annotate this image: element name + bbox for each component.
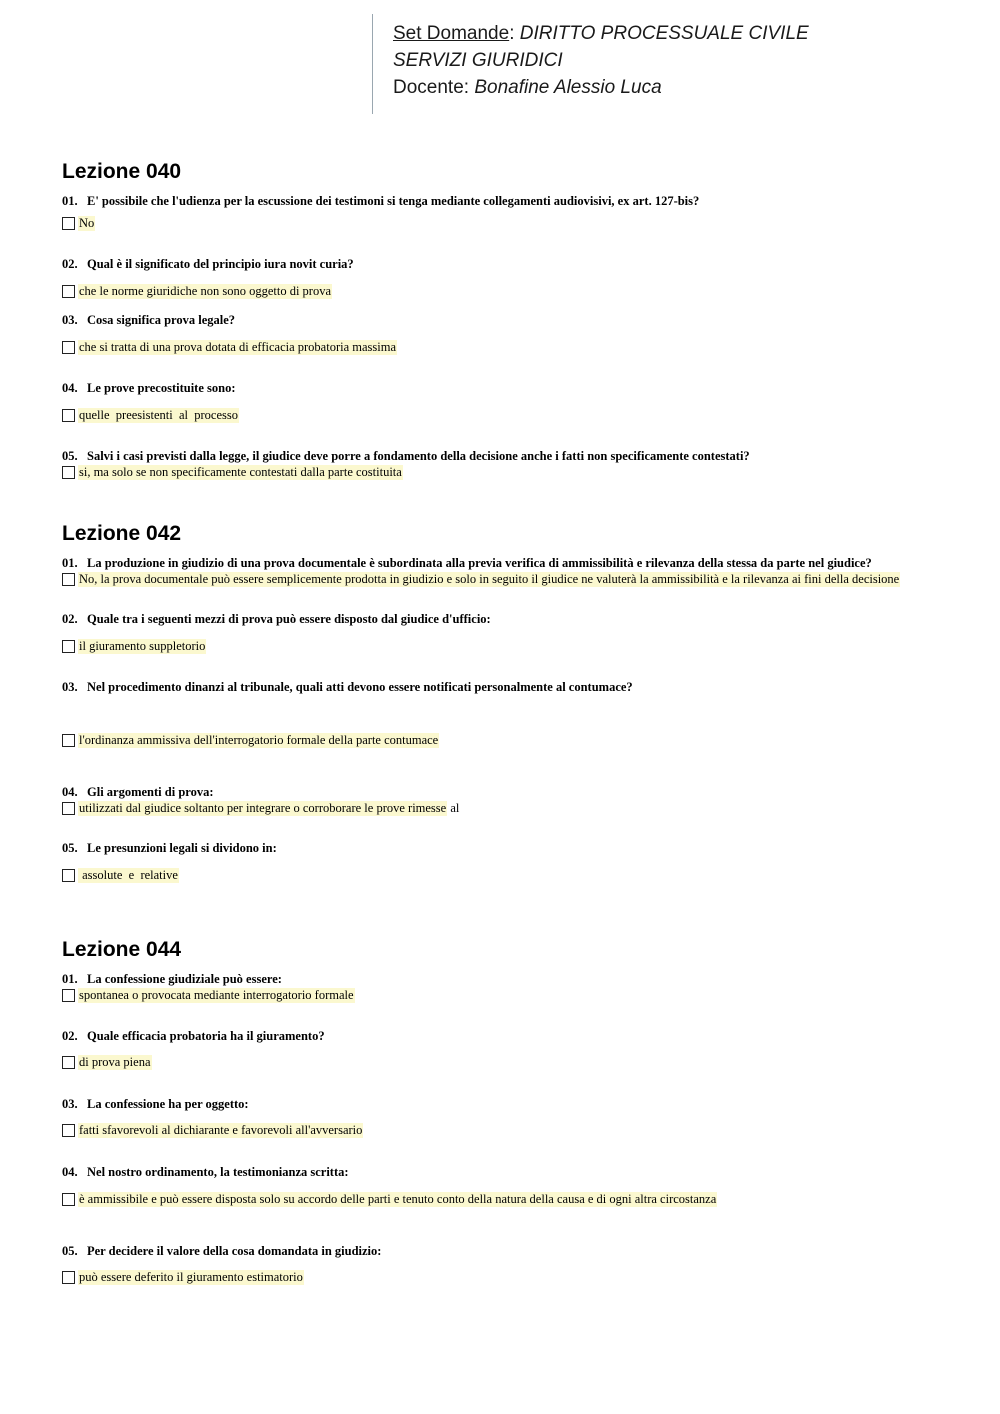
answer-row (62, 408, 239, 423)
answer-row (62, 465, 403, 480)
question-text: La confessione giudiziale può essere: (87, 972, 282, 986)
question-number: 01. (62, 194, 78, 208)
answer-checkbox[interactable] (62, 1124, 75, 1137)
answer-row (62, 733, 439, 748)
answer-row (62, 284, 332, 299)
answer-text: di prova piena (79, 1055, 151, 1069)
answer-row (62, 1055, 152, 1070)
question-text: Cosa significa prova legale? (87, 313, 236, 327)
set-separator: : (509, 23, 520, 44)
answer-row (62, 1270, 304, 1285)
answer-text: No (79, 216, 95, 230)
set-line (393, 23, 809, 45)
answer-checkbox[interactable] (62, 802, 75, 815)
question-text: Quale efficacia probatoria ha il giuramento? (87, 1029, 325, 1043)
question (62, 1097, 249, 1112)
question-text: Gli argomenti di prova: (87, 785, 214, 799)
answer-checkbox[interactable] (62, 573, 75, 586)
answer-checkbox[interactable] (62, 1056, 75, 1069)
lesson-title: Lezione 040 (62, 160, 182, 183)
answer-row (62, 801, 459, 816)
question (62, 680, 633, 695)
question (62, 1165, 349, 1180)
question (62, 972, 282, 987)
question-text: Per decidere il valore della cosa domandata in giudizio: (87, 1244, 382, 1258)
question (62, 194, 699, 209)
course-title-line2: SERVIZI GIURIDICI (393, 50, 563, 71)
answer-row (62, 572, 900, 587)
question-number: 05. (62, 841, 78, 855)
answer-row (62, 639, 206, 654)
answer-checkbox[interactable] (62, 409, 75, 422)
answer-checkbox[interactable] (62, 1193, 75, 1206)
question (62, 381, 235, 396)
document-header (372, 14, 809, 114)
question-number: 05. (62, 449, 78, 463)
answer-checkbox[interactable] (62, 640, 75, 653)
answer-text: assolute e relative (79, 868, 178, 882)
answer-text: può essere deferito il giuramento estimatorio (79, 1270, 303, 1284)
teacher-label: Docente: (393, 77, 475, 98)
lesson-title: Lezione 042 (62, 522, 182, 545)
question (62, 841, 277, 856)
answer-row (62, 1123, 363, 1138)
answer-text: è ammissibile e può essere disposta solo su accordo delle parti e tenuto conto della natura della causa e di ogni altra circostanza (79, 1192, 717, 1206)
lesson-title: Lezione 044 (62, 938, 182, 961)
teacher-name: Bonafine Alessio Luca (474, 77, 662, 98)
question-text: La produzione in giudizio di una prova documentale è subordinata alla previa verifica di ammissibilità e rilevanza della stessa da parte nel giudice? (87, 556, 872, 570)
answer-text: No, la prova documentale può essere semplicemente prodotta in giudizio e solo in seguito il giudice ne valuterà la ammissibilità e la rilevanza ai fini della decisione (79, 572, 900, 586)
question (62, 313, 235, 328)
question (62, 556, 872, 571)
question-text: Quale tra i seguenti mezzi di prova può essere disposto dal giudice d'ufficio: (87, 612, 491, 626)
answer-checkbox[interactable] (62, 869, 75, 882)
answer-checkbox[interactable] (62, 466, 75, 479)
answer-checkbox[interactable] (62, 1271, 75, 1284)
answer-text: spontanea o provocata mediante interrogatorio formale (79, 988, 354, 1002)
answer-text: utilizzati dal giudice soltanto per integrare o corroborare le prove rimesse (79, 801, 447, 815)
answer-checkbox[interactable] (62, 341, 75, 354)
answer-text: che si tratta di una prova dotata di efficacia probatoria massima (79, 340, 397, 354)
answer-text: quelle preesistenti al processo (79, 408, 238, 422)
answer-text: l'ordinanza ammissiva dell'interrogatorio formale della parte contumace (79, 733, 439, 747)
answer-tail: al (447, 801, 460, 815)
question-number: 03. (62, 680, 78, 694)
question-number: 04. (62, 785, 78, 799)
question (62, 1244, 381, 1259)
answer-text: che le norme giuridiche non sono oggetto di prova (79, 284, 332, 298)
question-number: 04. (62, 381, 78, 395)
question-text: Qual è il significato del principio iura novit curia? (87, 257, 354, 271)
question-number: 02. (62, 1029, 78, 1043)
question-number: 03. (62, 313, 78, 327)
question (62, 1029, 325, 1044)
question-text: Le presunzioni legali si dividono in: (87, 841, 277, 855)
question-number: 04. (62, 1165, 78, 1179)
question-number: 02. (62, 257, 78, 271)
question-text: Le prove precostituite sono: (87, 381, 236, 395)
answer-text: fatti sfavorevoli al dichiarante e favorevoli all'avversario (79, 1123, 363, 1137)
teacher-line (393, 77, 662, 99)
answer-row (62, 1192, 717, 1207)
set-label: Set Domande (393, 23, 510, 44)
question-text: Salvi i casi previsti dalla legge, il giudice deve porre a fondamento della decisione anche i fatti non specificamente contestati? (87, 449, 750, 463)
question-text: E' possibile che l'udienza per la escussione dei testimoni si tenga mediante collegamenti audiovisivi, ex art. 127-bis? (87, 194, 700, 208)
question (62, 785, 214, 800)
question-number: 01. (62, 972, 78, 986)
answer-row (62, 868, 179, 883)
answer-checkbox[interactable] (62, 217, 75, 230)
question-text: Nel nostro ordinamento, la testimonianza scritta: (87, 1165, 349, 1179)
question-text: Nel procedimento dinanzi al tribunale, quali atti devono essere notificati personalmente al contumace? (87, 680, 633, 694)
question-text: La confessione ha per oggetto: (87, 1097, 249, 1111)
question-number: 01. (62, 556, 78, 570)
answer-text: si, ma solo se non specificamente contestati dalla parte costituita (79, 465, 402, 479)
answer-row (62, 988, 355, 1003)
question-number: 05. (62, 1244, 78, 1258)
answer-checkbox[interactable] (62, 734, 75, 747)
answer-checkbox[interactable] (62, 989, 75, 1002)
answer-checkbox[interactable] (62, 285, 75, 298)
answer-text: il giuramento suppletorio (79, 639, 206, 653)
answer-row (62, 340, 397, 355)
course-title-line1: DIRITTO PROCESSUALE CIVILE (519, 23, 809, 44)
question (62, 257, 354, 272)
question (62, 449, 750, 464)
question-number: 03. (62, 1097, 78, 1111)
question (62, 612, 491, 627)
answer-row (62, 216, 95, 231)
question-number: 02. (62, 612, 78, 626)
